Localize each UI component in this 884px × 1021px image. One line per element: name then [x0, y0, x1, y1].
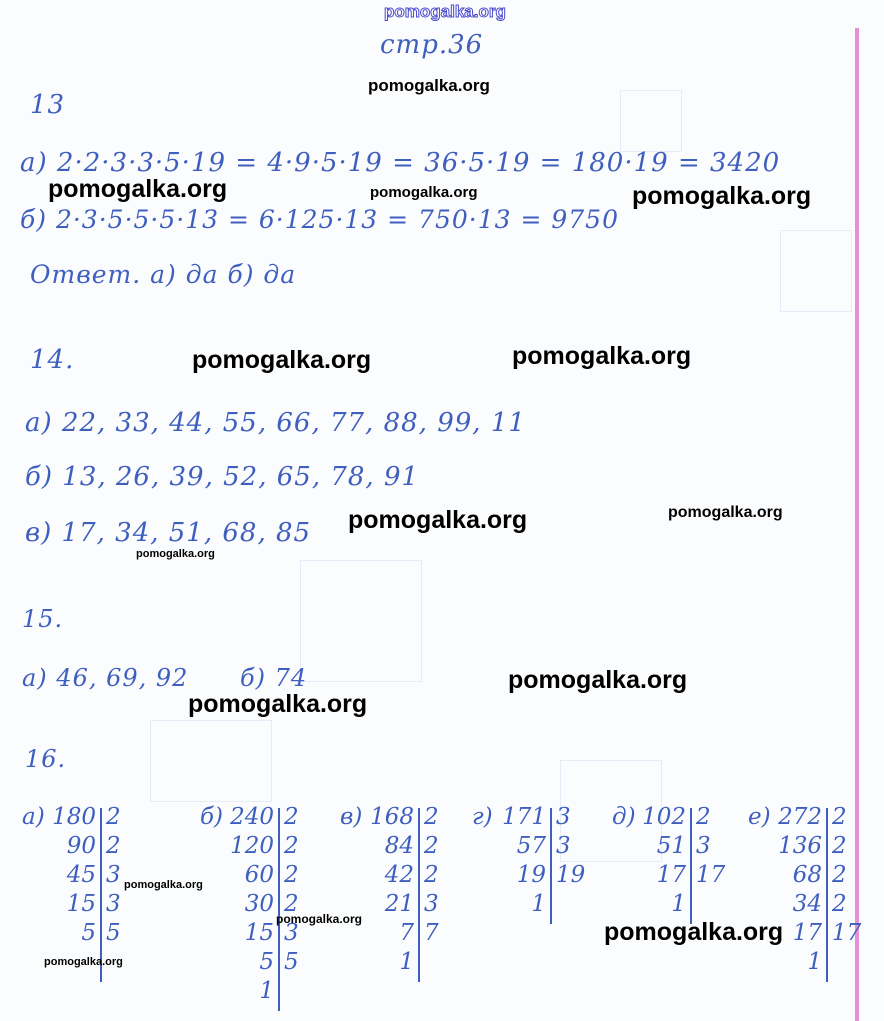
column-label: в) — [340, 804, 363, 830]
dividend-value: 240 — [230, 804, 274, 830]
divisor-value: 3 — [106, 862, 121, 888]
watermark: pomogalka.org — [368, 76, 490, 95]
divisor-value: 3 — [284, 920, 299, 946]
background-grid — [780, 230, 852, 312]
watermark: pomogalka.org — [348, 506, 528, 534]
divisor-value: 2 — [696, 804, 711, 830]
dividend-value: 120 — [230, 833, 274, 859]
dividend-value: 30 — [244, 891, 274, 917]
task-15-number: 15. — [22, 605, 64, 633]
dividend-value: 15 — [66, 891, 96, 917]
task-15-a: а) 46, 69, 92 — [22, 664, 189, 692]
task-15-b: б) 74 — [240, 664, 308, 692]
watermark: pomogalka.org — [604, 918, 784, 946]
division-line — [550, 808, 552, 924]
task-14-number: 14. — [30, 345, 75, 375]
dividend-value: 84 — [384, 833, 414, 859]
watermark: pomogalka.org — [632, 182, 812, 210]
dividend-value: 5 — [259, 949, 274, 975]
page-reference: стр.36 — [380, 30, 484, 60]
watermark: pomogalka.org — [276, 912, 363, 926]
dividend-value: 51 — [656, 833, 686, 859]
divisor-value: 2 — [832, 833, 847, 859]
watermark: pomogalka.org — [136, 548, 215, 560]
divisor-value: 2 — [284, 833, 299, 859]
division-line — [826, 808, 828, 982]
divisor-value: 17 — [832, 920, 862, 946]
background-grid — [150, 720, 272, 802]
dividend-value: 60 — [244, 862, 274, 888]
divisor-value: 2 — [832, 891, 847, 917]
task-14-c: в) 17, 34, 51, 68, 85 — [25, 518, 312, 548]
task-14-b: б) 13, 26, 39, 52, 65, 78, 91 — [25, 462, 420, 492]
column-label: е) — [748, 804, 771, 830]
dividend-value: 19 — [516, 862, 546, 888]
watermark: pomogalka.org — [370, 184, 478, 201]
divisor-value: 2 — [284, 804, 299, 830]
divisor-value: 5 — [106, 920, 121, 946]
factorization-column — [340, 804, 439, 988]
dividend-value: 45 — [66, 862, 96, 888]
dividend-value: 1 — [399, 949, 414, 975]
watermark-top: pomogalka.org — [384, 2, 506, 21]
watermark: pomogalka.org — [124, 879, 203, 891]
dividend-value: 136 — [778, 833, 822, 859]
column-label: г) — [472, 804, 493, 830]
watermark: pomogalka.org — [188, 690, 368, 718]
divisor-value: 2 — [424, 833, 439, 859]
dividend-value: 17 — [656, 862, 686, 888]
divisor-value: 2 — [284, 862, 299, 888]
dividend-value: 1 — [531, 891, 546, 917]
dividend-value: 17 — [792, 920, 822, 946]
watermark: pomogalka.org — [668, 504, 783, 521]
task-13-a: а) 2·2·3·3·5·19 = 4·9·5·19 = 36·5·19 = 180·19 = 3420 — [20, 148, 781, 178]
background-grid — [300, 560, 422, 682]
watermark: pomogalka.org — [192, 346, 372, 374]
column-label: д) — [612, 804, 636, 830]
watermark: pomogalka.org — [512, 342, 692, 370]
dividend-value: 21 — [384, 891, 414, 917]
dividend-value: 34 — [792, 891, 822, 917]
divisor-value: 2 — [106, 833, 121, 859]
dividend-value: 1 — [807, 949, 822, 975]
division-line — [418, 808, 420, 982]
divisor-value: 2 — [424, 862, 439, 888]
background-grid — [620, 90, 682, 152]
divisor-value: 19 — [556, 862, 586, 888]
page-margin-line — [855, 28, 859, 1021]
divisor-value: 3 — [424, 891, 439, 917]
divisor-value: 3 — [556, 833, 571, 859]
dividend-value: 42 — [384, 862, 414, 888]
watermark: pomogalka.org — [508, 666, 688, 694]
divisor-value: 17 — [696, 862, 726, 888]
factorization-column — [748, 804, 862, 988]
divisor-value: 2 — [832, 804, 847, 830]
divisor-value: 3 — [696, 833, 711, 859]
dividend-value: 272 — [778, 804, 822, 830]
divisor-value: 2 — [832, 862, 847, 888]
divisor-value: 3 — [106, 891, 121, 917]
division-line — [690, 808, 692, 924]
divisor-value: 2 — [424, 804, 439, 830]
dividend-value: 57 — [516, 833, 546, 859]
dividend-value: 180 — [52, 804, 96, 830]
divisor-value: 3 — [556, 804, 571, 830]
divisor-value: 2 — [106, 804, 121, 830]
divisor-value: 2 — [284, 891, 299, 917]
column-label: а) — [22, 804, 45, 830]
dividend-value: 168 — [370, 804, 414, 830]
dividend-value: 7 — [399, 920, 414, 946]
dividend-value: 1 — [671, 891, 686, 917]
divisor-value: 5 — [284, 949, 299, 975]
factorization-column — [200, 804, 299, 1017]
factorization-column — [472, 804, 586, 930]
task-13-b: б) 2·3·5·5·5·13 = 6·125·13 = 750·13 = 9750 — [20, 205, 619, 234]
watermark: pomogalka.org — [44, 956, 123, 968]
task-13-number: 13 — [30, 90, 66, 120]
dividend-value: 171 — [502, 804, 546, 830]
divisor-value: 7 — [424, 920, 439, 946]
column-label: б) — [200, 804, 224, 830]
factorization-column — [612, 804, 726, 930]
dividend-value: 102 — [642, 804, 686, 830]
dividend-value: 1 — [259, 978, 274, 1004]
task-13-answer: Ответ. а) да б) да — [30, 260, 297, 289]
watermark: pomogalka.org — [48, 175, 228, 203]
dividend-value: 15 — [244, 920, 274, 946]
dividend-value: 68 — [792, 862, 822, 888]
dividend-value: 5 — [81, 920, 96, 946]
task-14-a: а) 22, 33, 44, 55, 66, 77, 88, 99, 11 — [25, 408, 526, 438]
dividend-value: 90 — [66, 833, 96, 859]
task-16-number: 16. — [25, 745, 67, 773]
division-line — [278, 808, 280, 1011]
